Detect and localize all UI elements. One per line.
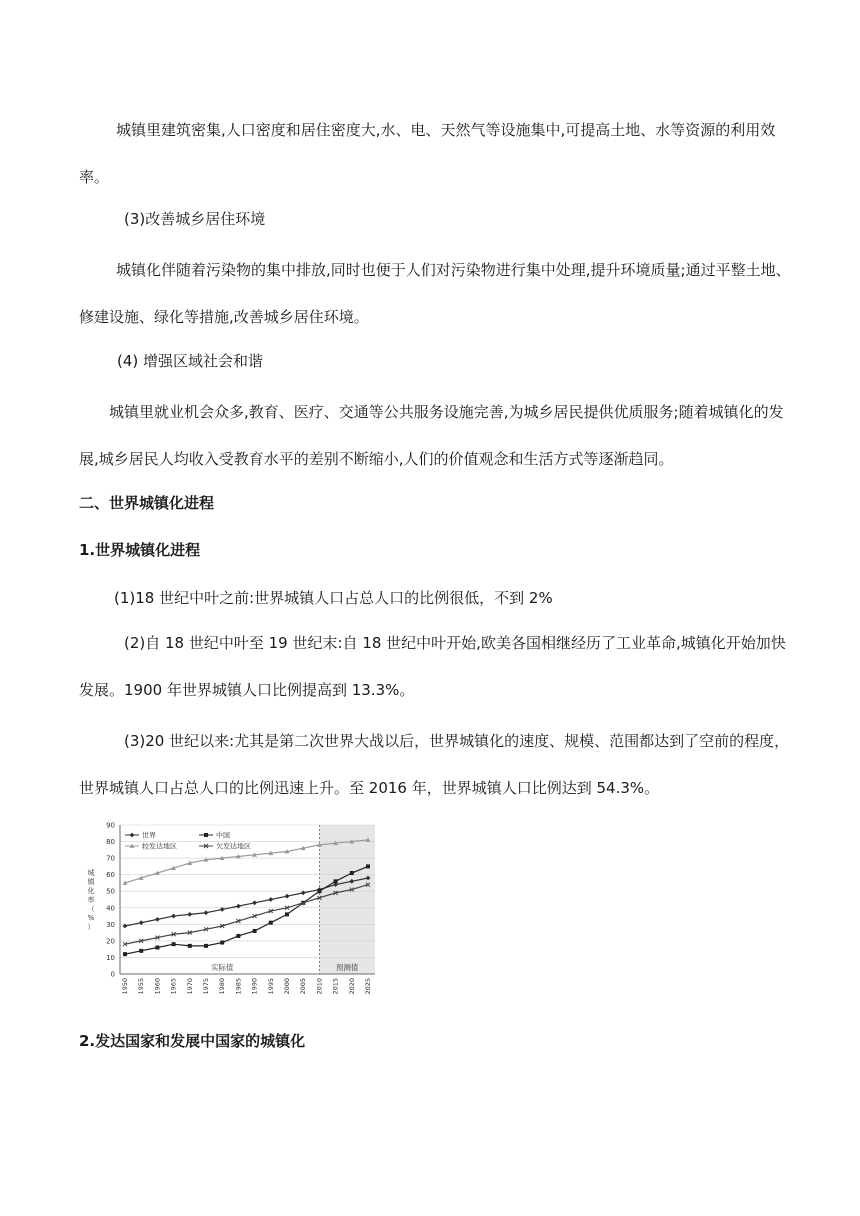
data-point-square xyxy=(123,952,127,956)
region-label-forecast: 预测值 xyxy=(335,963,359,972)
x-tick-label: 1965 xyxy=(169,978,178,995)
y-tick-label: 20 xyxy=(106,937,115,946)
data-point-square xyxy=(172,942,176,946)
legend-label: 欠发达地区 xyxy=(216,842,251,851)
stage-3-text: (3)20 世纪以来:尤其是第二次世界大战以后，世界城镇化的速度、规模、范围都达到了空前的程度，世界城镇人口占总人口的比例迅速上升。至 2016 年，世界城镇人口比例达到 54.3%。 xyxy=(79,732,790,797)
data-point-square xyxy=(204,833,208,837)
y-axis-label-char: 化 xyxy=(87,887,95,895)
data-point-diamond xyxy=(130,833,135,838)
stage-1-text: (1)18 世纪中叶之前:世界城镇人口占总人口的比例很低，不到 2% xyxy=(114,589,553,607)
data-point-square xyxy=(204,944,208,948)
urbanization-chart xyxy=(79,815,389,1002)
y-tick-label: 90 xyxy=(106,821,115,830)
item-3-title: (3)改善城乡居住环境 xyxy=(124,210,266,228)
data-point-square xyxy=(269,921,273,925)
data-point-square xyxy=(155,946,159,950)
section-2-heading: 二、世界城镇化进程 xyxy=(79,494,215,512)
x-tick-label: 1955 xyxy=(137,978,146,995)
x-tick-label: 1950 xyxy=(121,978,129,995)
data-point-square xyxy=(139,949,143,953)
x-tick-label: 1980 xyxy=(218,978,227,995)
stage-2-text: (2)自 18 世纪中叶至 19 世纪末:自 18 世纪中叶开始,欧美各国相继经历了工业革命,城镇化开始加快发展。1900 年世界城镇人口比例提高到 13.3%。 xyxy=(79,634,786,699)
x-tick-label: 1960 xyxy=(153,978,162,995)
x-tick-label: 1970 xyxy=(185,978,194,995)
item-4-title: (4) 增强区域社会和谐 xyxy=(117,352,264,370)
data-point-square xyxy=(366,864,370,868)
paragraph-social-harmony: 城镇里就业机会众多,教育、医疗、交通等公共服务设施完善,为城乡居民提供优质服务;随着城镇化的发展,城乡居民人均收入受教育水平的差别不断缩小,人们的价值观念和生活方式等逐渐趋同。 xyxy=(79,403,784,468)
x-tick-label: 1990 xyxy=(250,978,259,995)
data-point-square xyxy=(220,941,224,945)
data-point-square xyxy=(350,871,354,875)
x-tick-label: 2025 xyxy=(364,978,372,995)
data-point-diamond xyxy=(252,900,257,905)
legend-label: 中国 xyxy=(216,831,230,840)
data-point-diamond xyxy=(171,914,176,919)
y-axis-label-char: 城 xyxy=(87,869,95,877)
y-tick-label: 30 xyxy=(106,920,115,929)
forecast-region xyxy=(319,825,375,974)
subsection-2-heading: 2.发达国家和发展中国家的城镇化 xyxy=(79,1032,306,1050)
legend-label: 世界 xyxy=(142,831,156,840)
paragraph-resource-efficiency: 城镇里建筑密集,人口密度和居住密度大,水、电、天然气等设施集中,可提高土地、水等资源的利用效率。 xyxy=(79,121,776,186)
data-point-diamond xyxy=(187,912,192,917)
y-tick-label: 80 xyxy=(106,838,115,847)
x-tick-label: 2005 xyxy=(299,978,308,995)
y-axis-label-char: （ xyxy=(87,905,95,913)
y-axis-label-char: 率 xyxy=(87,896,95,904)
legend-label: 较发达地区 xyxy=(142,842,177,851)
data-point-diamond xyxy=(204,910,209,915)
paragraph-living-environment: 城镇化伴随着污染物的集中排放,同时也便于人们对污染物进行集中处理,提升环境质量;通过平整土地、修建设施、绿化等措施,改善城乡居住环境。 xyxy=(79,261,791,326)
subsection-1-heading: 1.世界城镇化进程 xyxy=(79,541,201,559)
data-point-diamond xyxy=(285,894,290,899)
x-tick-label: 2020 xyxy=(347,978,356,995)
y-tick-label: 40 xyxy=(106,904,115,913)
x-tick-label: 2010 xyxy=(315,978,324,995)
data-point-square xyxy=(334,879,338,883)
x-tick-label: 1975 xyxy=(202,978,210,995)
data-point-square xyxy=(253,929,257,933)
data-point-square xyxy=(317,889,321,893)
y-axis-label-char: % xyxy=(87,914,95,922)
y-tick-label: 0 xyxy=(110,970,115,979)
y-axis-label-char: 镇 xyxy=(87,878,95,886)
y-tick-label: 10 xyxy=(106,953,115,962)
data-point-square xyxy=(236,934,240,938)
region-label-actual: 实际值 xyxy=(210,963,234,972)
data-point-diamond xyxy=(268,897,273,902)
x-tick-label: 2000 xyxy=(283,978,291,995)
y-tick-label: 50 xyxy=(106,887,115,896)
y-tick-label: 60 xyxy=(106,871,115,880)
x-tick-label: 2015 xyxy=(331,978,340,995)
x-tick-label: 1995 xyxy=(266,978,275,995)
data-point-square xyxy=(285,912,289,916)
urbanization-chart-svg xyxy=(79,815,389,1002)
data-point-diamond xyxy=(155,917,160,922)
y-axis-label-char: ） xyxy=(87,923,95,931)
data-point-square xyxy=(188,944,192,948)
y-tick-label: 70 xyxy=(106,854,115,863)
x-tick-label: 1985 xyxy=(234,978,243,995)
